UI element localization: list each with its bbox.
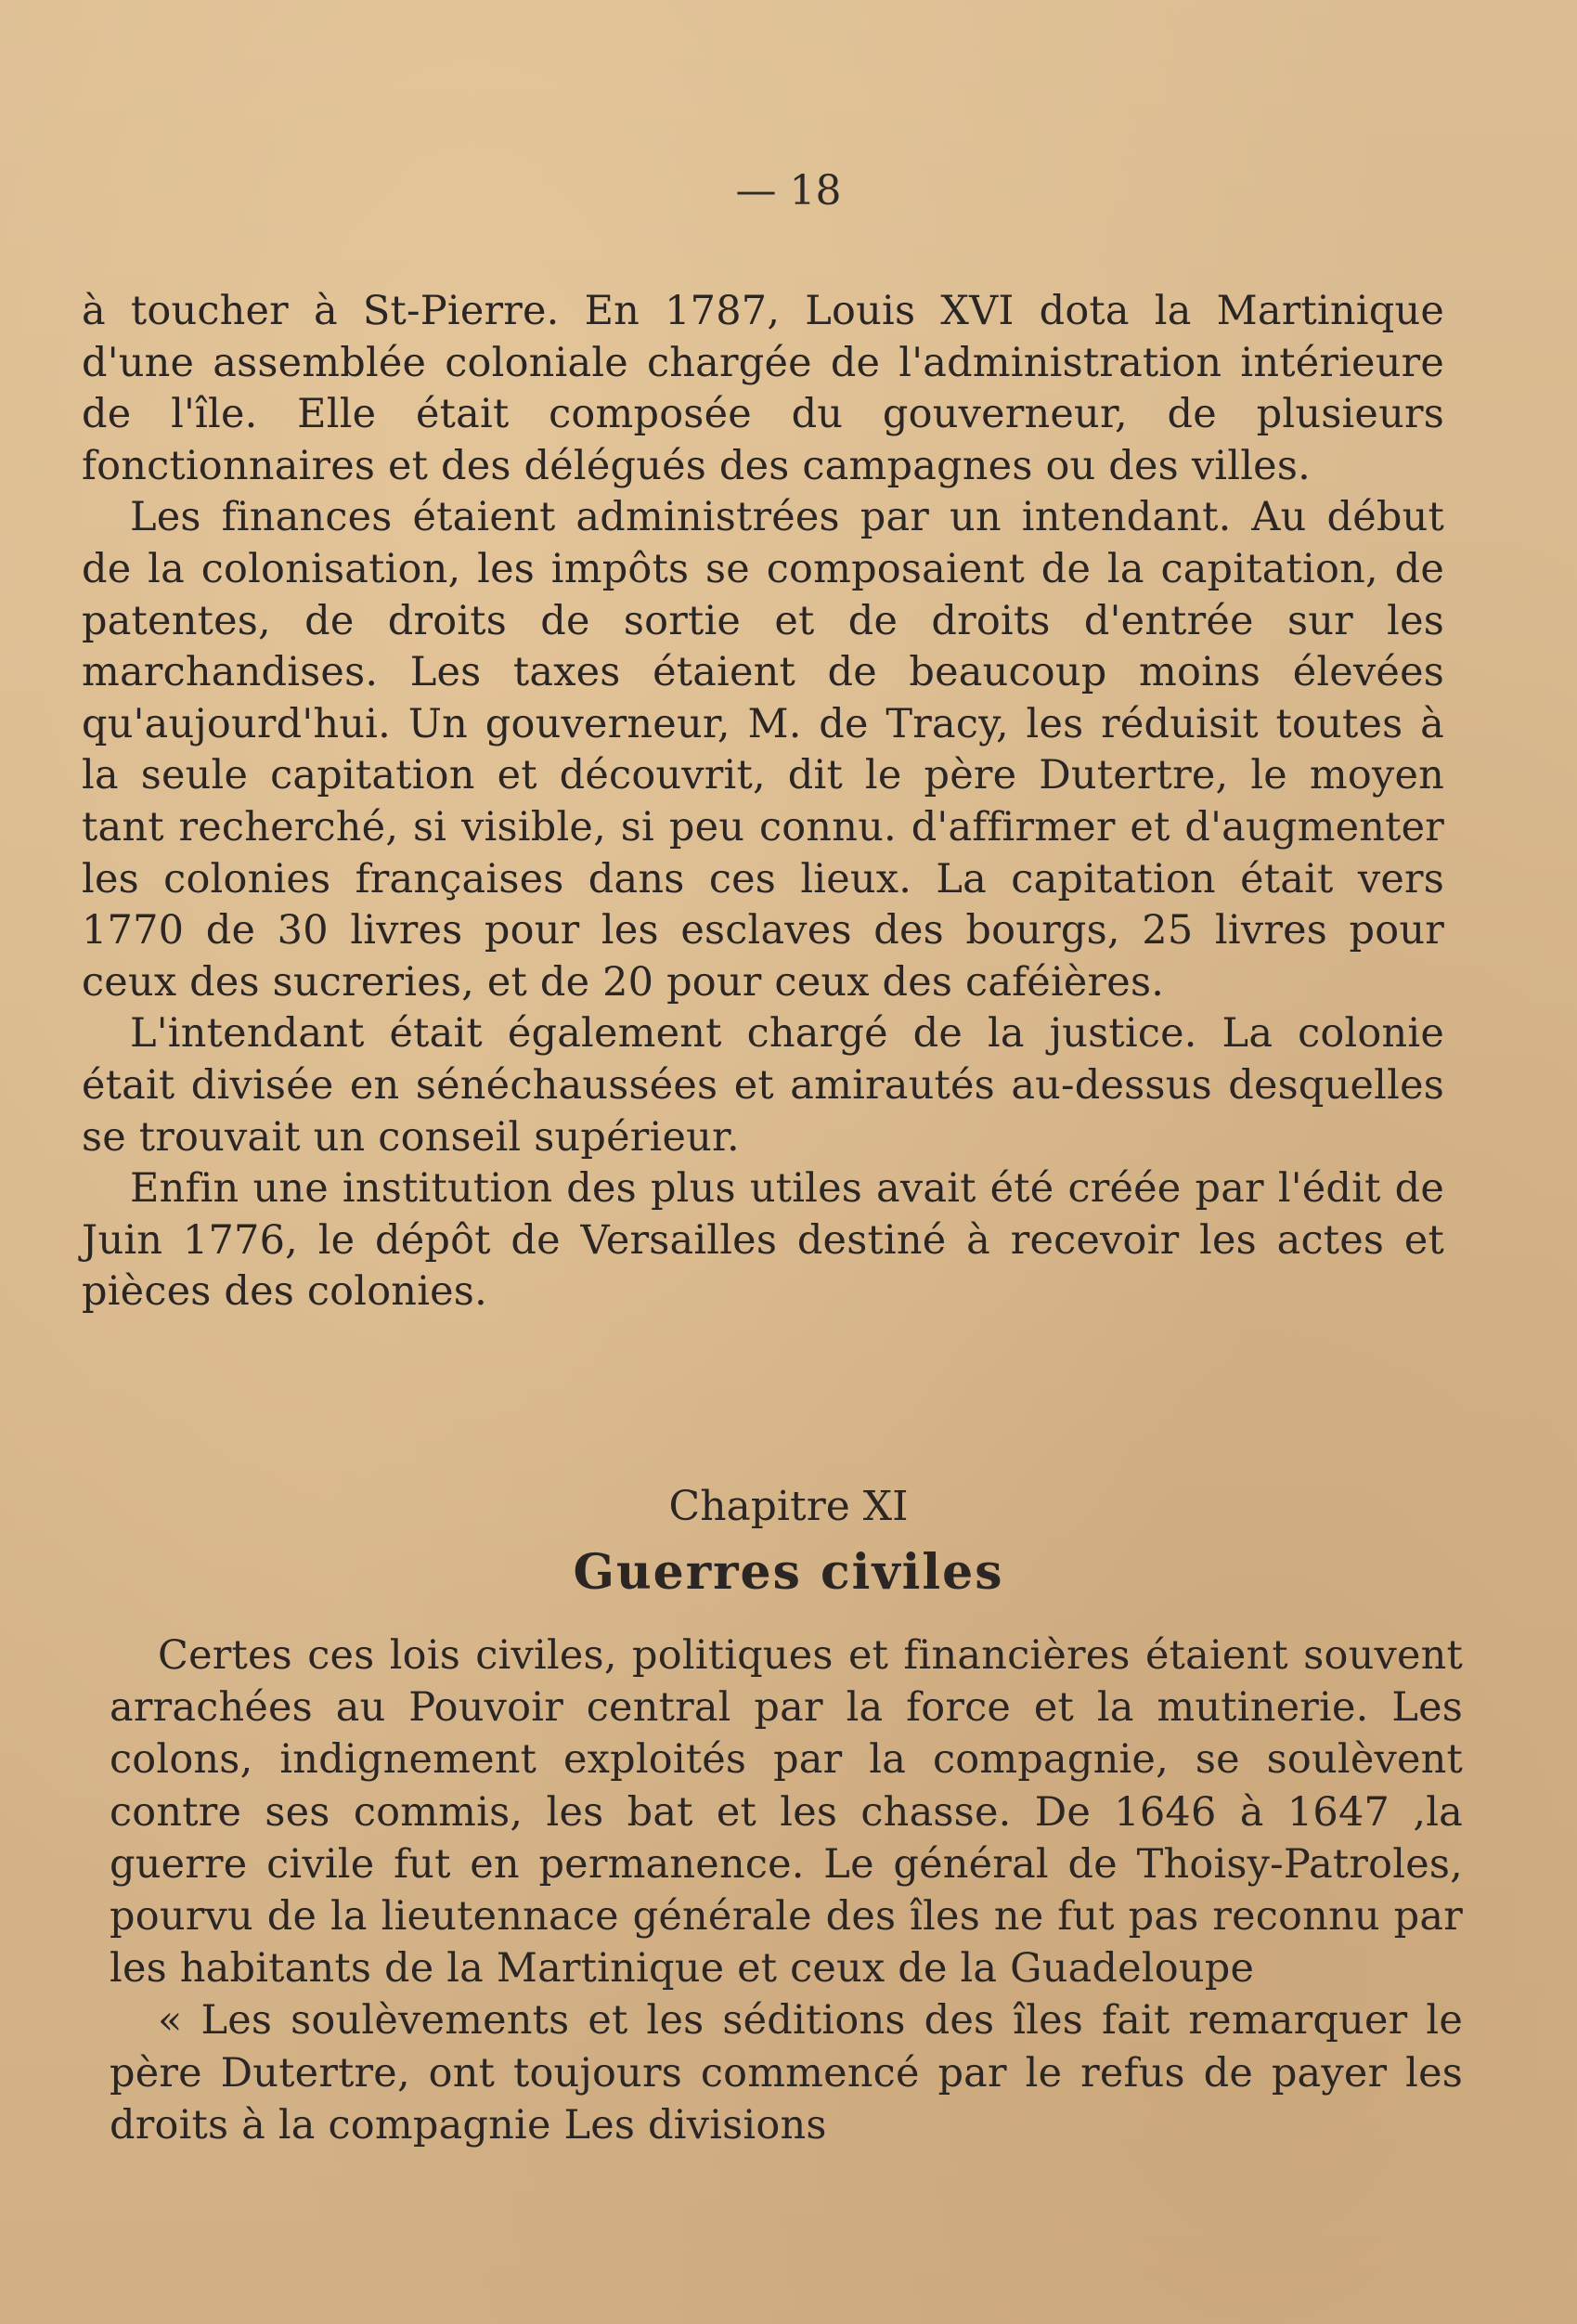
paragraph: Enfin une institution des plus utiles avait été créée par l'édit de Juin 1776, le dépôt de Versailles destiné à recevoir les actes et pièces des colonies. <box>82 1165 1444 1316</box>
section-2-text <box>110 1629 1463 2151</box>
chapter-title: Guerres civiles <box>573 1544 1004 1601</box>
paragraph: à toucher à St-Pierre. En 1787, Louis XVI dota la Martinique d'une assemblée coloniale chargée de l'administration intérieure de l'île. Elle était composée du gouverneur, de plusieurs fonctionnaires et des délégués des campagnes ou des villes. <box>82 288 1444 489</box>
section-1-text <box>82 286 1444 1318</box>
page-number: — 18 <box>735 167 842 214</box>
paragraph: Les finances étaient administrées par un intendant. Au début de la colonisation, les impôts se composaient de la capitation, de patentes, de droits de sortie et de droits d'entrée sur les marchandises. Les taxes étaient de beaucoup moins élevées qu'aujourd'hui. Un gouverneur, M. de Tracy, les réduisit toutes à la seule capitation et découvrit, dit le père Dutertre, le moyen tant recherché, si visible, si peu connu. d'affirmer et d'augmenter les colonies françaises dans ces lieux. La capitation était vers 1770 de 30 livres pour les esclaves des bourgs, 25 livres pour ceux des sucreries, et de 20 pour ceux des caféières. <box>82 494 1444 1006</box>
paragraph: Certes ces lois civiles, politiques et financières étaient souvent arrachées au Pouvoir central par la force et la mutinerie. Les colons, indignement exploités par la compagnie, se soulèvent contre ses commis, les bat et les chasse. De 1646 à 1647 ,la guerre civile fut en permanence. Le général de Thoisy-Patroles, pourvu de la lieutennace générale des îles ne fut pas reconnu par les habitants de la Martinique et ceux de la Guadeloupe <box>110 1632 1463 1993</box>
chapter-label: Chapitre XI <box>668 1483 909 1530</box>
paragraph: L'intendant était également chargé de la justice. La colonie était divisée en sénéchaussées et amirautés au-dessus desquelles se trouvait un conseil supérieur. <box>82 1010 1444 1161</box>
paragraph: « Les soulèvements et les séditions des îles fait remarquer le père Dutertre, ont toujours commencé par le refus de payer les droits à la compagnie Les divisions <box>110 1997 1463 2149</box>
